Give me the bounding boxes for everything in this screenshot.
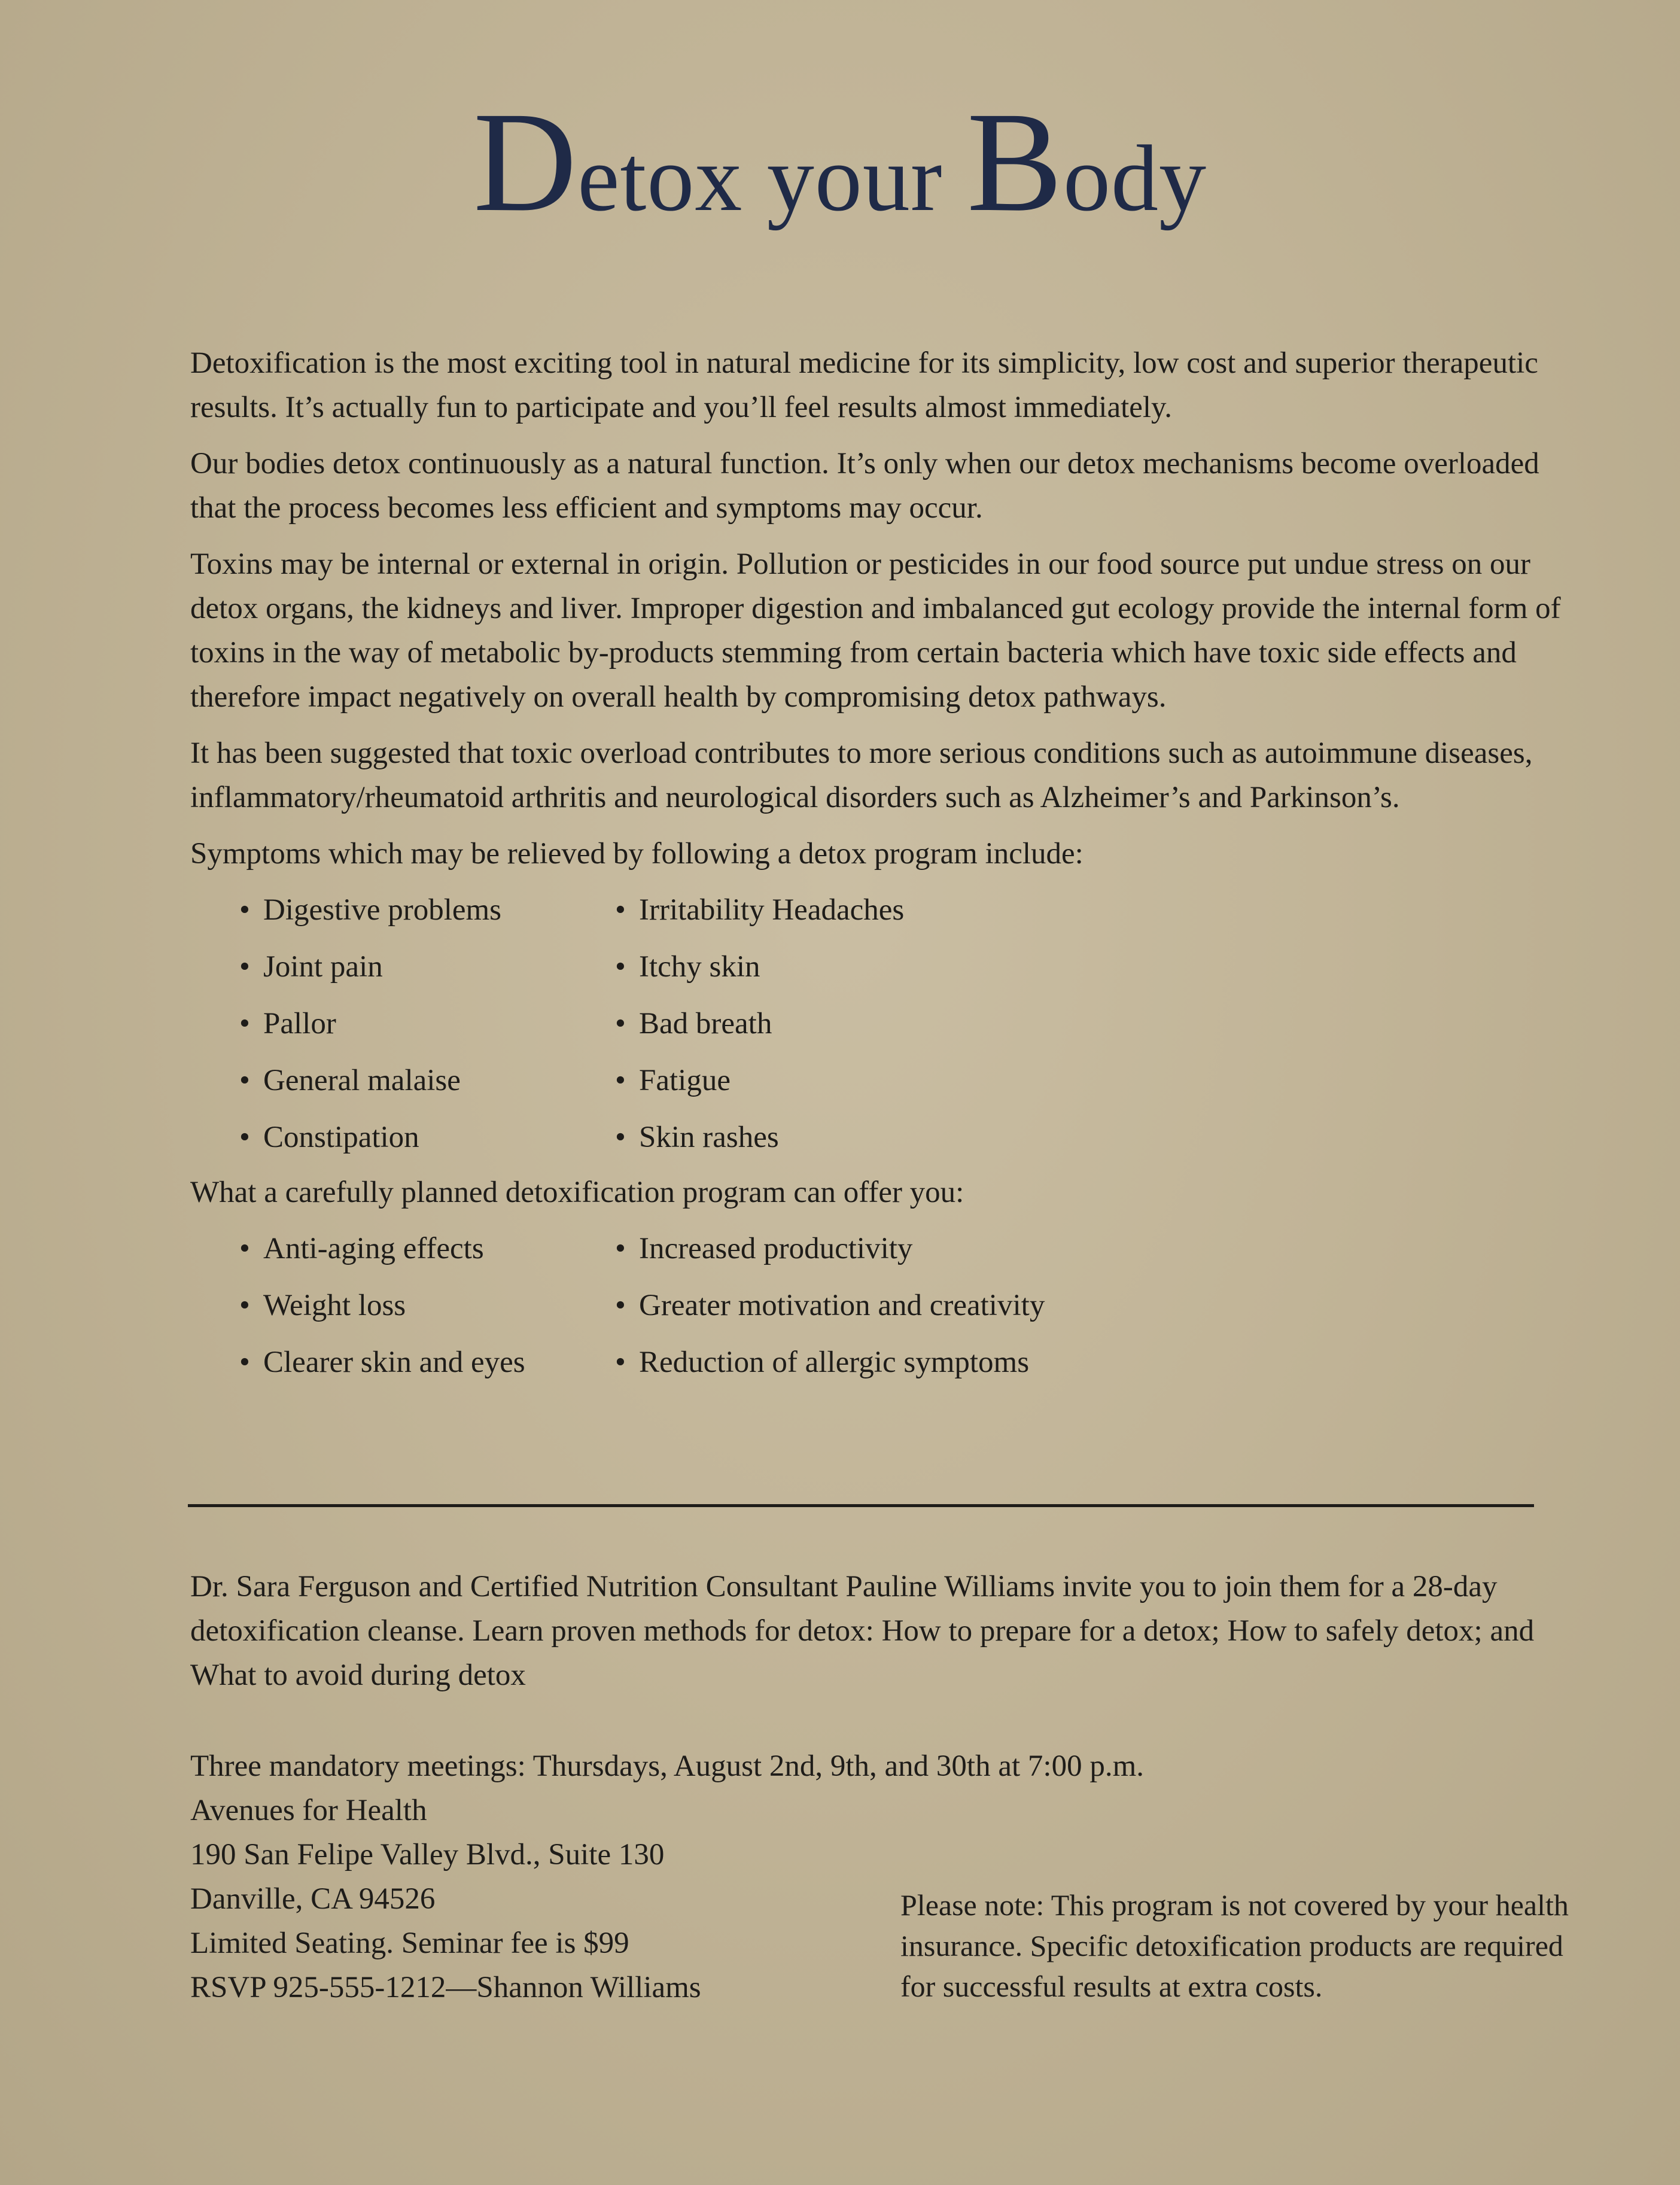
symptoms-lead: Symptoms which may be relieved by following a detox program include:: [190, 837, 1084, 871]
invitation-paragraph: Dr. Sara Ferguson and Certified Nutrition Consultant Pauline Williams invite you to join them for a 28-day detoxification cleanse. Learn proven methods for detox: How to prepare for a detox; How to safely detox; and What to avoid during detox: [190, 1570, 1535, 1692]
seminar-fee: Limited Seating. Seminar fee is $99: [190, 1927, 629, 1960]
title-text-ody: ody: [1063, 126, 1207, 231]
main-content: [190, 341, 1584, 1395]
symptoms-list: [239, 888, 1584, 1160]
symptom-item: • General malaise: [239, 1058, 615, 1103]
benefit-item: • Greater motivation and creativity: [615, 1283, 1213, 1328]
benefit-item: • Increased productivity: [615, 1227, 1213, 1271]
intro-paragraph: Detoxification is the most exciting tool in natural medicine for its simplicity, low cost and superior therapeutic results. It’s actually fun to participate and you’ll feel results almost immediately.: [190, 346, 1538, 424]
benefit-item: • Reduction of allergic symptoms: [615, 1340, 1213, 1384]
overload-paragraph: It has been suggested that toxic overload contributes to more serious conditions such as autoimmune diseases, inflammatory/rheumatoid arthritis and neurological disorders such as Alzheimer’s and Parkinson’s.: [190, 737, 1533, 814]
benefit-item: • Clearer skin and eyes: [239, 1340, 615, 1384]
symptom-item: • Pallor: [239, 1002, 615, 1046]
section-divider: [188, 1504, 1534, 1507]
symptom-item: • Itchy skin: [615, 945, 1213, 989]
meeting-schedule: Three mandatory meetings: Thursdays, August 2nd, 9th, and 30th at 7:00 p.m.: [190, 1749, 1144, 1783]
flyer-title: [0, 82, 1680, 241]
natural-function-paragraph: Our bodies detox continuously as a natural function. It’s only when our detox mechanisms become overloaded that the process becomes less efficient and symptoms may occur.: [190, 447, 1539, 525]
toxins-paragraph: Toxins may be internal or external in origin. Pollution or pesticides in our food source put undue stress on our detox organs, the kidneys and liver. Improper digestion and imbalanced gut ecology provide the internal form of toxins in the way of metabolic by-products stemming from certain bacteria which have toxic side effects and therefore impact negatively on overall health by compromising detox pathways.: [190, 547, 1561, 714]
insurance-note: Please note: This program is not covered by your health insurance. Specific detoxification products are required for successful results at extra costs.: [900, 1888, 1569, 2003]
symptom-item: • Skin rashes: [615, 1115, 1213, 1160]
venue-city: Danville, CA 94526: [190, 1882, 436, 1916]
symptom-item: • Digestive problems: [239, 888, 615, 932]
title-cap-d: D: [473, 82, 578, 241]
title-text-etox: etox your: [577, 126, 967, 231]
benefits-lead: What a carefully planned detoxification program can offer you:: [190, 1176, 964, 1209]
symptom-item: • Irritability Headaches: [615, 888, 1213, 932]
venue-name: Avenues for Health: [190, 1794, 427, 1827]
symptom-item: • Bad breath: [615, 1002, 1213, 1046]
benefit-item: • Weight loss: [239, 1283, 615, 1328]
symptom-item: • Joint pain: [239, 945, 615, 989]
symptom-item: • Fatigue: [615, 1058, 1213, 1103]
benefits-list: [239, 1227, 1584, 1384]
venue-street: 190 San Felipe Valley Blvd., Suite 130: [190, 1838, 665, 1871]
title-cap-b: B: [966, 82, 1064, 241]
rsvp-contact: RSVP 925-555-1212—Shannon Williams: [190, 1971, 701, 2004]
benefit-item: • Anti-aging effects: [239, 1227, 615, 1271]
symptom-item: • Constipation: [239, 1115, 615, 1160]
